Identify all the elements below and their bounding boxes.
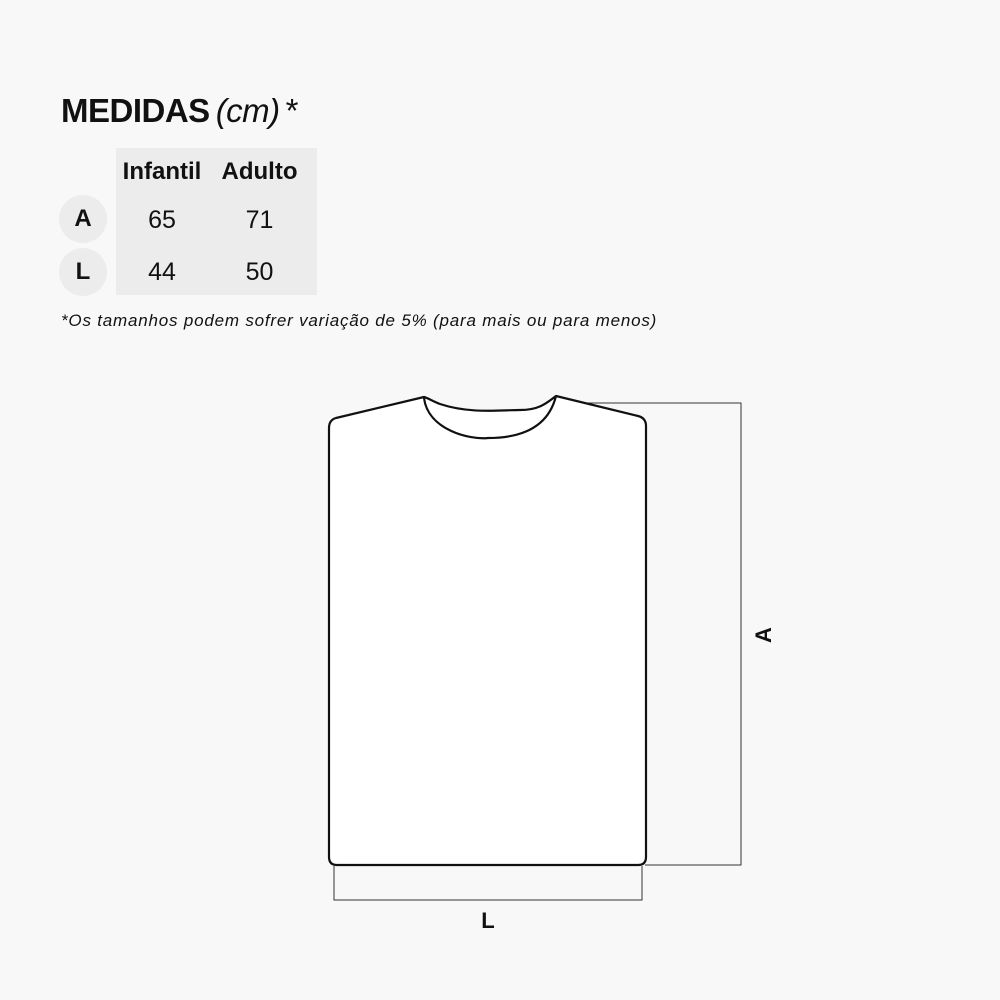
table-cell-a-adulto: 71 bbox=[245, 206, 274, 234]
column-header-infantil: Infantil bbox=[122, 158, 202, 185]
row-label-l: L bbox=[59, 248, 107, 296]
title-main: MEDIDAS bbox=[61, 92, 210, 129]
row-label-a: A bbox=[59, 195, 107, 243]
tshirt-outline bbox=[329, 396, 646, 865]
column-header-adulto: Adulto bbox=[221, 158, 298, 185]
width-dimension-label: L bbox=[481, 908, 495, 933]
table-cell-l-infantil: 44 bbox=[148, 258, 176, 286]
height-dimension-label: A bbox=[751, 627, 776, 643]
title-asterisk: * bbox=[285, 92, 298, 129]
variation-note: *Os tamanhos podem sofrer variação de 5% (para mais ou para menos) bbox=[61, 311, 658, 330]
table-cell-l-adulto: 50 bbox=[245, 258, 274, 286]
title-unit: (cm) bbox=[215, 92, 280, 129]
width-dimension-line bbox=[334, 866, 642, 900]
table-cell-a-infantil: 65 bbox=[148, 206, 176, 234]
